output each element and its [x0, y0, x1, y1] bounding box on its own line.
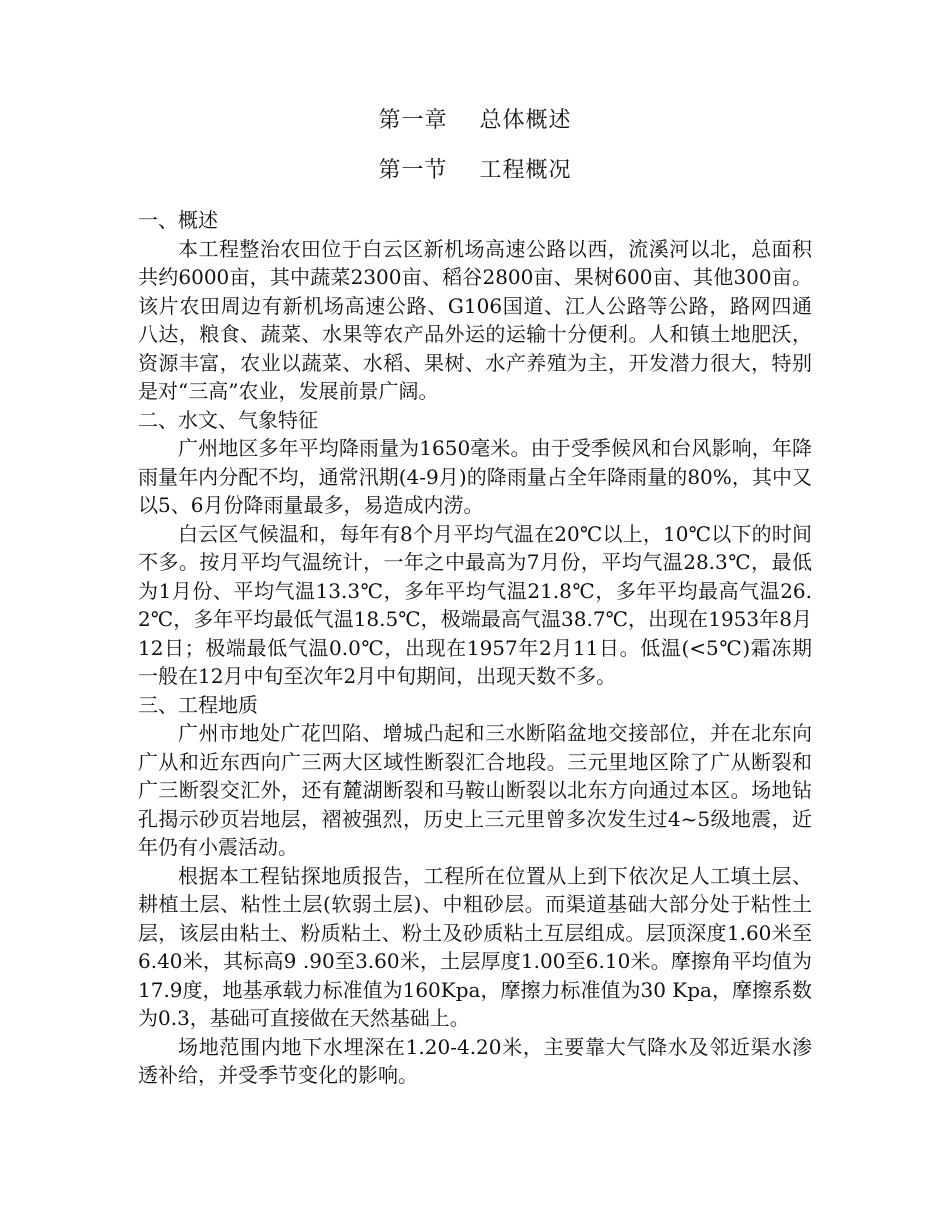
paragraph-rainfall: 广州地区多年平均降雨量为1650毫米。由于受季候风和台风影响，年降雨量年内分配不均，通常汛期(4-9月)的降雨量占全年降雨量的80%，其中又以5、6月份降雨量最多，易造成内涝。: [138, 436, 812, 517]
paragraph-groundwater: 场地范围内地下水埋深在1.20-4.20米，主要靠大气降水及邻近渠水渗透补给，并受季节变化的影响。: [138, 1034, 812, 1087]
section-title: 第一节 工程概况: [378, 158, 572, 183]
heading-hydrology-climate: 二、水文、气象特征: [138, 407, 318, 432]
paragraph-soil-layers: 根据本工程钻探地质报告，工程所在位置从上到下依次足人工填土层、耕植土层、粘性土层(软弱土层)、中粗砂层。而渠道基础大部分处于粘性土层，该层由粘土、粉质粘土、粉土及砂质粘土互层组成。层顶深度1.60米至6.40米，其标高9 .90至3.60米，土层厚度1.00至6.10米。摩擦角平均值为17.9度，地基承载力标准值为160Kpa，摩擦力标准值为30 Kpa，摩擦系数为0.3，基础可直接做在天然基础上。: [138, 863, 812, 1030]
heading-overview: 一、概述: [138, 208, 218, 232]
paragraph-temperature: 白云区气候温和，每年有8个月平均气温在20℃以上，10℃以下的时间不多。按月平均气温统计，一年之中最高为7月份，平均气温28.3℃，最低为1月份、平均气温13.3℃，多年平均气温21.8℃，多年平均最高气温26.2℃，多年平均最低气温18.5℃，极端最高气温38.7℃，出现在1953年8月12日；极端最低气温0.0℃，出现在1957年2月11日。低温(<5℃)霜冻期一般在12月中旬至次年2月中旬期间，出现天数不多。: [138, 521, 812, 688]
paragraph-regional-geology: 广州市地处广花凹陷、增城凸起和三水断陷盆地交接部位，并在北东向广从和近东西向广三两大区域性断裂汇合地段。三元里地区除了广从断裂和广三断裂交汇外，还有麓湖断裂和马鞍山断裂以北东方向通过本区。场地钻孔揭示砂页岩地层，褶被强烈，历史上三元里曾多次发生过4~5级地震，近年仍有小震活动。: [138, 721, 812, 859]
body-content: [138, 206, 812, 1090]
chapter-title: 第一章 总体概述: [378, 108, 572, 133]
heading-geology: 三、工程地质: [138, 692, 258, 717]
paragraph-overview: 本工程整治农田位于白云区新机场高速公路以西，流溪河以北，总面积共约6000亩，其中蔬菜2300亩、稻谷2800亩、果树600亩、其他300亩。该片农田周边有新机场高速公路、G106国道、江人公路等公路，路网四通八达，粮食、蔬菜、水果等农产品外运的运输十分便利。人和镇土地肥沃，资源丰富，农业以蔬菜、水稻、果树、水产养殖为主，开发潜力很大，特别是对“三高”农业，发展前景广阔。: [138, 236, 812, 403]
